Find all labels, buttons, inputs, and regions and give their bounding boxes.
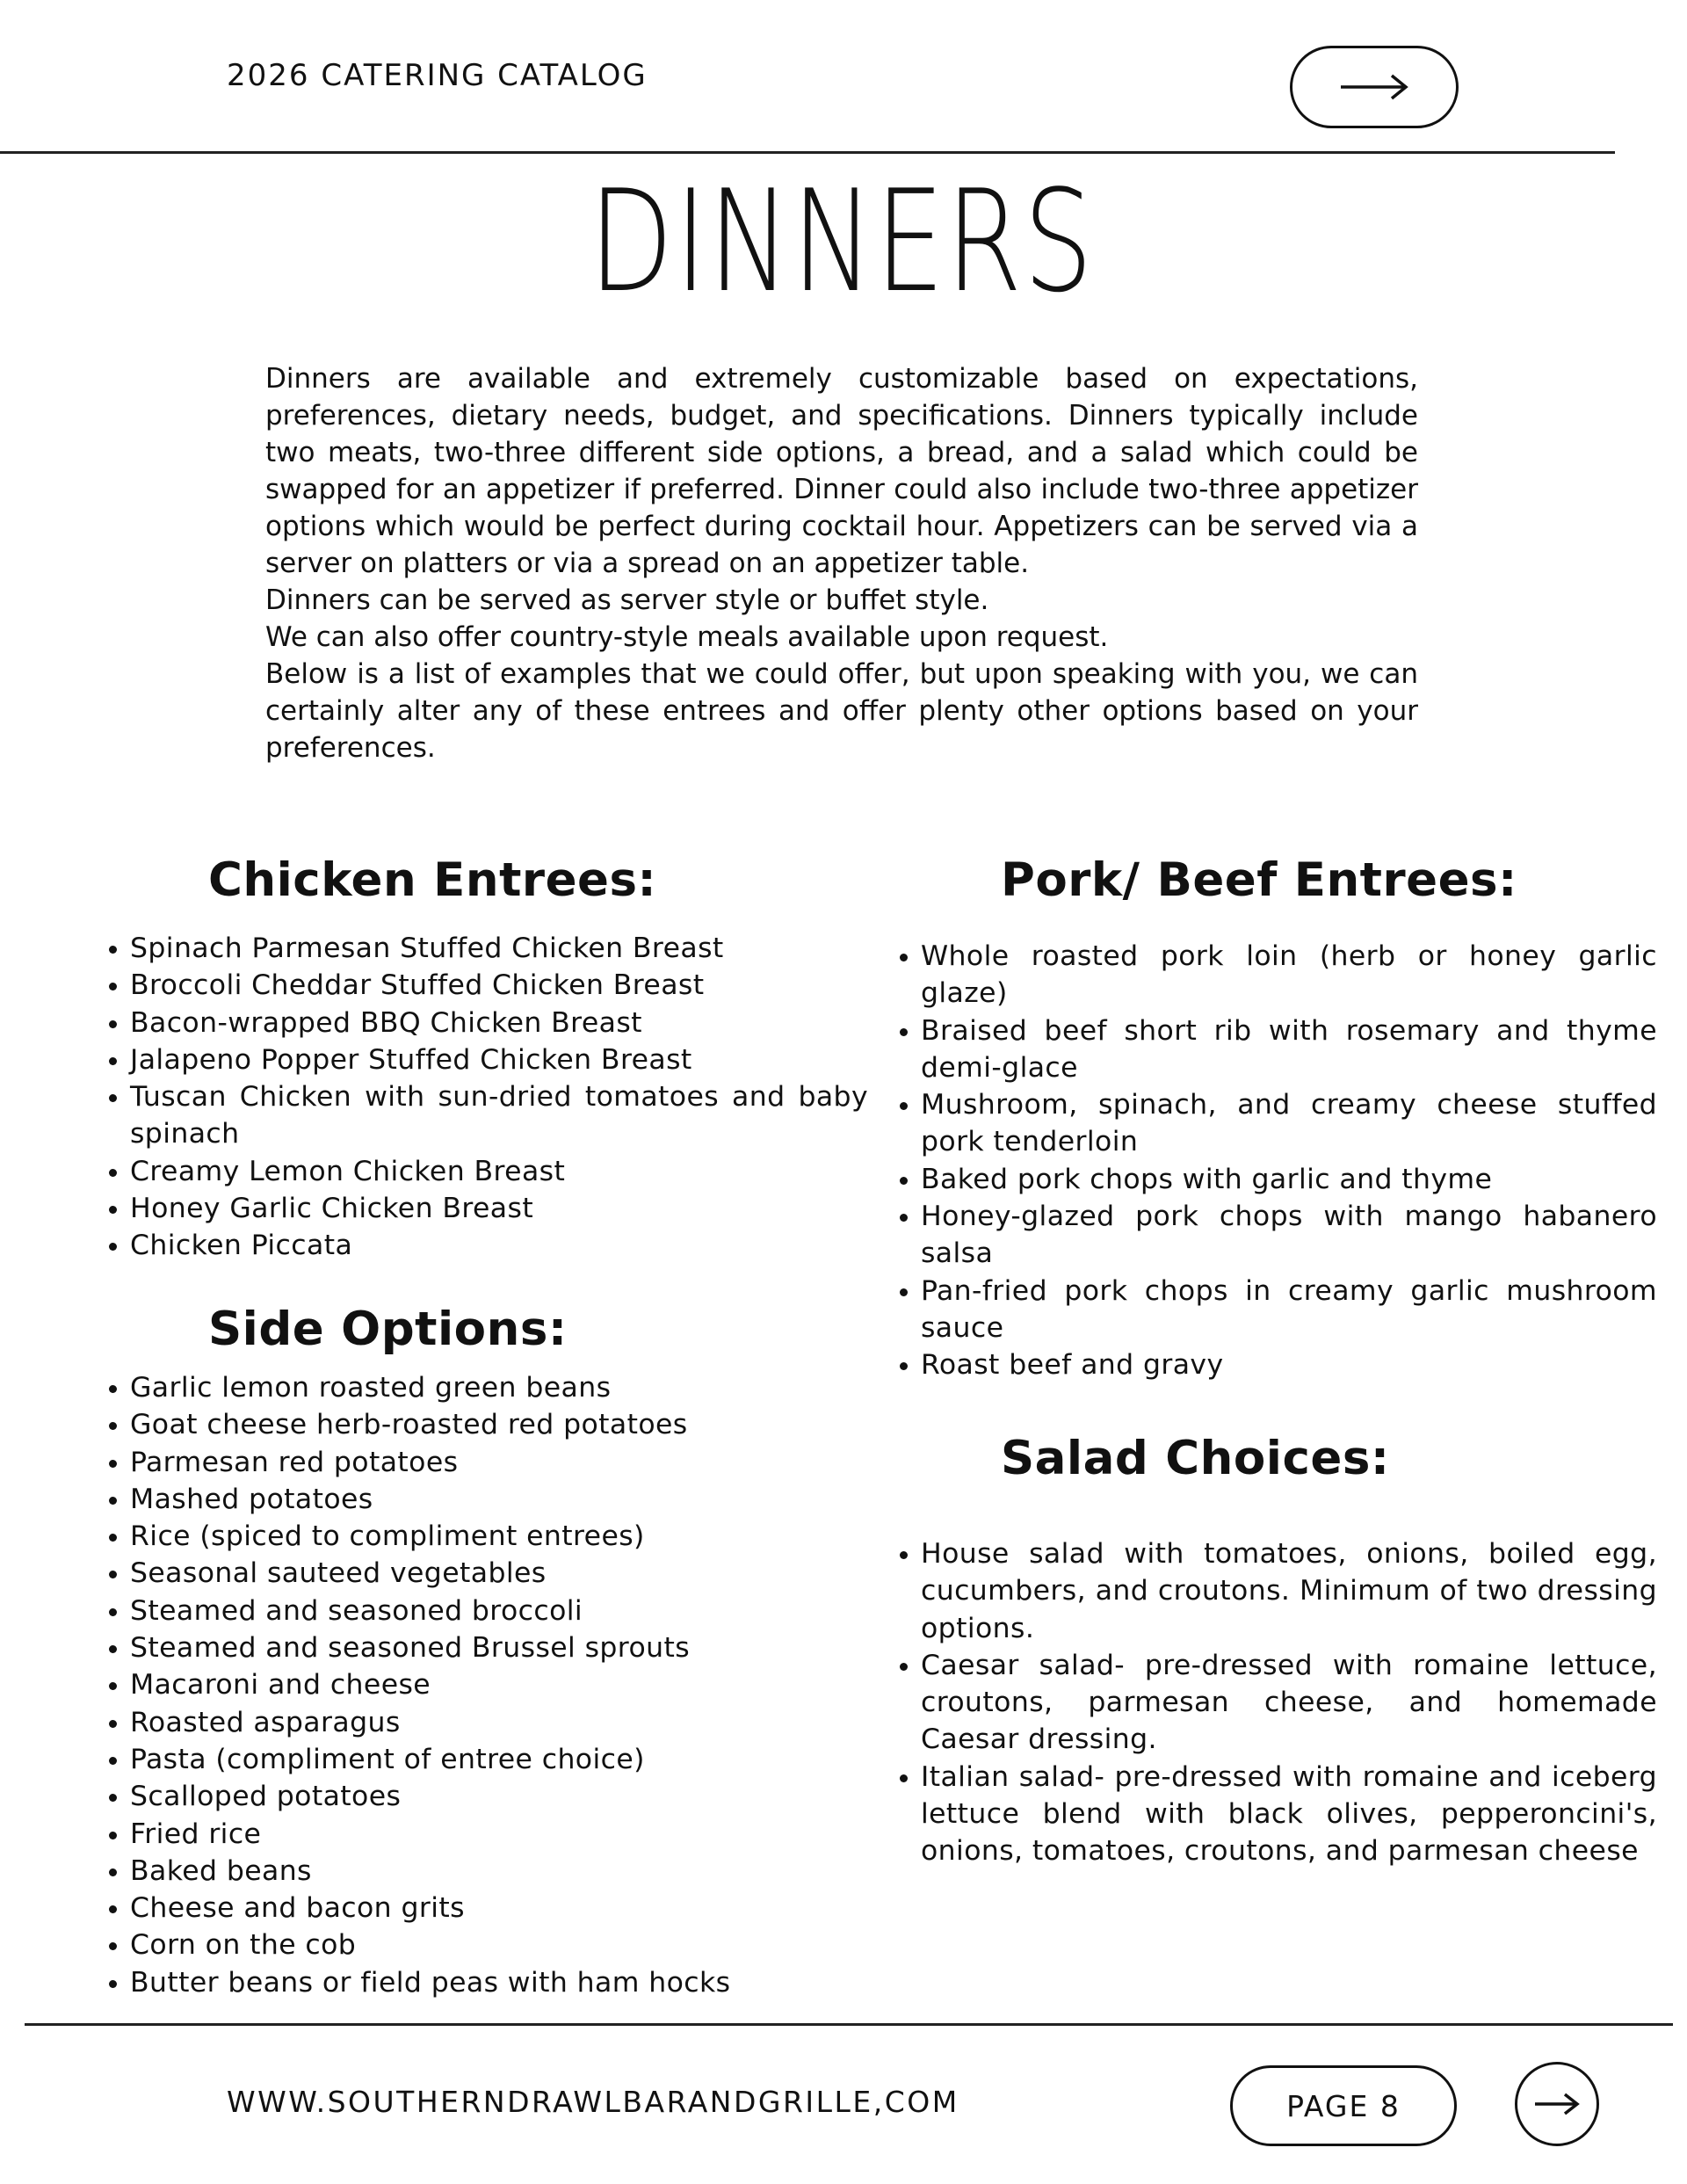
list-item: • Broccoli Cheddar Stuffed Chicken Breast [130, 967, 868, 1004]
catalog-title: 2026 CATERING CATALOG [227, 58, 648, 93]
list-item: • Steamed and seasoned Brussel sprouts [130, 1629, 868, 1666]
list-item: • Goat cheese herb-roasted red potatoes [130, 1406, 868, 1443]
list-item: • Cheese and bacon grits [130, 1890, 868, 1926]
list-item: • Steamed and seasoned broccoli [130, 1593, 868, 1629]
list-item: • Creamy Lemon Chicken Breast [130, 1153, 868, 1190]
right-arrow-icon [1339, 71, 1409, 103]
intro-text [265, 360, 1418, 766]
list-item: • Chicken Piccata [130, 1227, 868, 1264]
list-item: • Italian salad- pre-dressed with romaine and iceberg lettuce blend with black olives, pepperoncini's, onions, tomatoes, croutons, and parmesan cheese [921, 1759, 1657, 1870]
intro-paragraph: Below is a list of examples that we could offer, but upon speaking with you, we can certainly alter any of these entrees and offer plenty other options based on your preferences. [265, 658, 1418, 764]
pork-beef-entrees-list [880, 938, 1657, 1384]
list-item: • Tuscan Chicken with sun-dried tomatoes and baby spinach [130, 1078, 868, 1153]
chicken-entrees-heading: Chicken Entrees: [208, 853, 657, 907]
list-item: • Garlic lemon roasted green beans [130, 1369, 868, 1406]
list-item: • Parmesan red potatoes [130, 1444, 868, 1481]
list-item: • Seasonal sauteed vegetables [130, 1555, 868, 1592]
list-item: • Macaroni and cheese [130, 1666, 868, 1703]
list-item: • Roast beef and gravy [921, 1346, 1657, 1383]
pork-beef-entrees-heading: Pork/ Beef Entrees: [1001, 853, 1517, 907]
list-item: • Caesar salad- pre-dressed with romaine lettuce, croutons, parmesan cheese, and homemade Caesar dressing. [921, 1647, 1657, 1759]
list-item: • Mushroom, spinach, and creamy cheese stuffed pork tenderloin [921, 1086, 1657, 1161]
list-item: • Jalapeno Popper Stuffed Chicken Breast [130, 1041, 868, 1078]
intro-paragraph: We can also offer country-style meals available upon request. [265, 621, 1109, 653]
list-item: • Bacon-wrapped BBQ Chicken Breast [130, 1005, 868, 1041]
list-item: • Honey Garlic Chicken Breast [130, 1190, 868, 1227]
page-number-badge: PAGE 8 [1230, 2065, 1457, 2146]
list-item: • Honey-glazed pork chops with mango habanero salsa [921, 1198, 1657, 1273]
chicken-entrees-list [90, 930, 868, 1265]
list-item: • Fried rice [130, 1816, 868, 1853]
list-item: • Pasta (compliment of entree choice) [130, 1741, 868, 1778]
list-item: • Scalloped potatoes [130, 1778, 868, 1815]
list-item: • Corn on the cob [130, 1926, 868, 1963]
list-item: • Butter beans or field peas with ham hocks [130, 1964, 868, 2001]
page-title: DINNERS [589, 159, 1095, 323]
list-item: • Roasted asparagus [130, 1704, 868, 1741]
list-item: • Pan-fried pork chops in creamy garlic mushroom sauce [921, 1273, 1657, 1347]
list-item: • Whole roasted pork loin (herb or honey garlic glaze) [921, 938, 1657, 1012]
website-link[interactable]: WWW.SOUTHERNDRAWLBARANDGRILLE,COM [227, 2085, 959, 2119]
list-item: • Baked beans [130, 1853, 868, 1890]
side-options-heading: Side Options: [208, 1302, 568, 1356]
list-item: • Rice (spiced to compliment entrees) [130, 1518, 868, 1555]
list-item: • House salad with tomatoes, onions, boiled egg, cucumbers, and croutons. Minimum of two dressing options. [921, 1535, 1657, 1647]
list-item: • Braised beef short rib with rosemary and thyme demi-glace [921, 1012, 1657, 1087]
side-options-list [90, 1369, 868, 2001]
intro-paragraph: Dinners are available and extremely customizable based on expectations, preferences, dietary needs, budget, and specifications. Dinners typically include two meats, two-three different side options, a bread, and a salad which could be swapped for an appetizer if preferred. Dinner could also include two-three appetizer options which would be perfect during cocktail hour. Appetizers can be served via a server on platters or via a spread on an appetizer table. [265, 363, 1418, 579]
header-divider [0, 151, 1615, 154]
list-item: • Spinach Parmesan Stuffed Chicken Breast [130, 930, 868, 967]
list-item: • Baked pork chops with garlic and thyme [921, 1161, 1657, 1198]
right-arrow-icon [1533, 2091, 1581, 2117]
list-item: • Mashed potatoes [130, 1481, 868, 1518]
next-page-button[interactable] [1290, 46, 1459, 128]
footer-next-button[interactable] [1515, 2062, 1599, 2146]
footer-divider [25, 2023, 1673, 2026]
intro-paragraph: Dinners can be served as server style or buffet style. [265, 584, 989, 616]
salad-choices-heading: Salad Choices: [1001, 1432, 1390, 1485]
salad-choices-list [880, 1535, 1657, 1870]
